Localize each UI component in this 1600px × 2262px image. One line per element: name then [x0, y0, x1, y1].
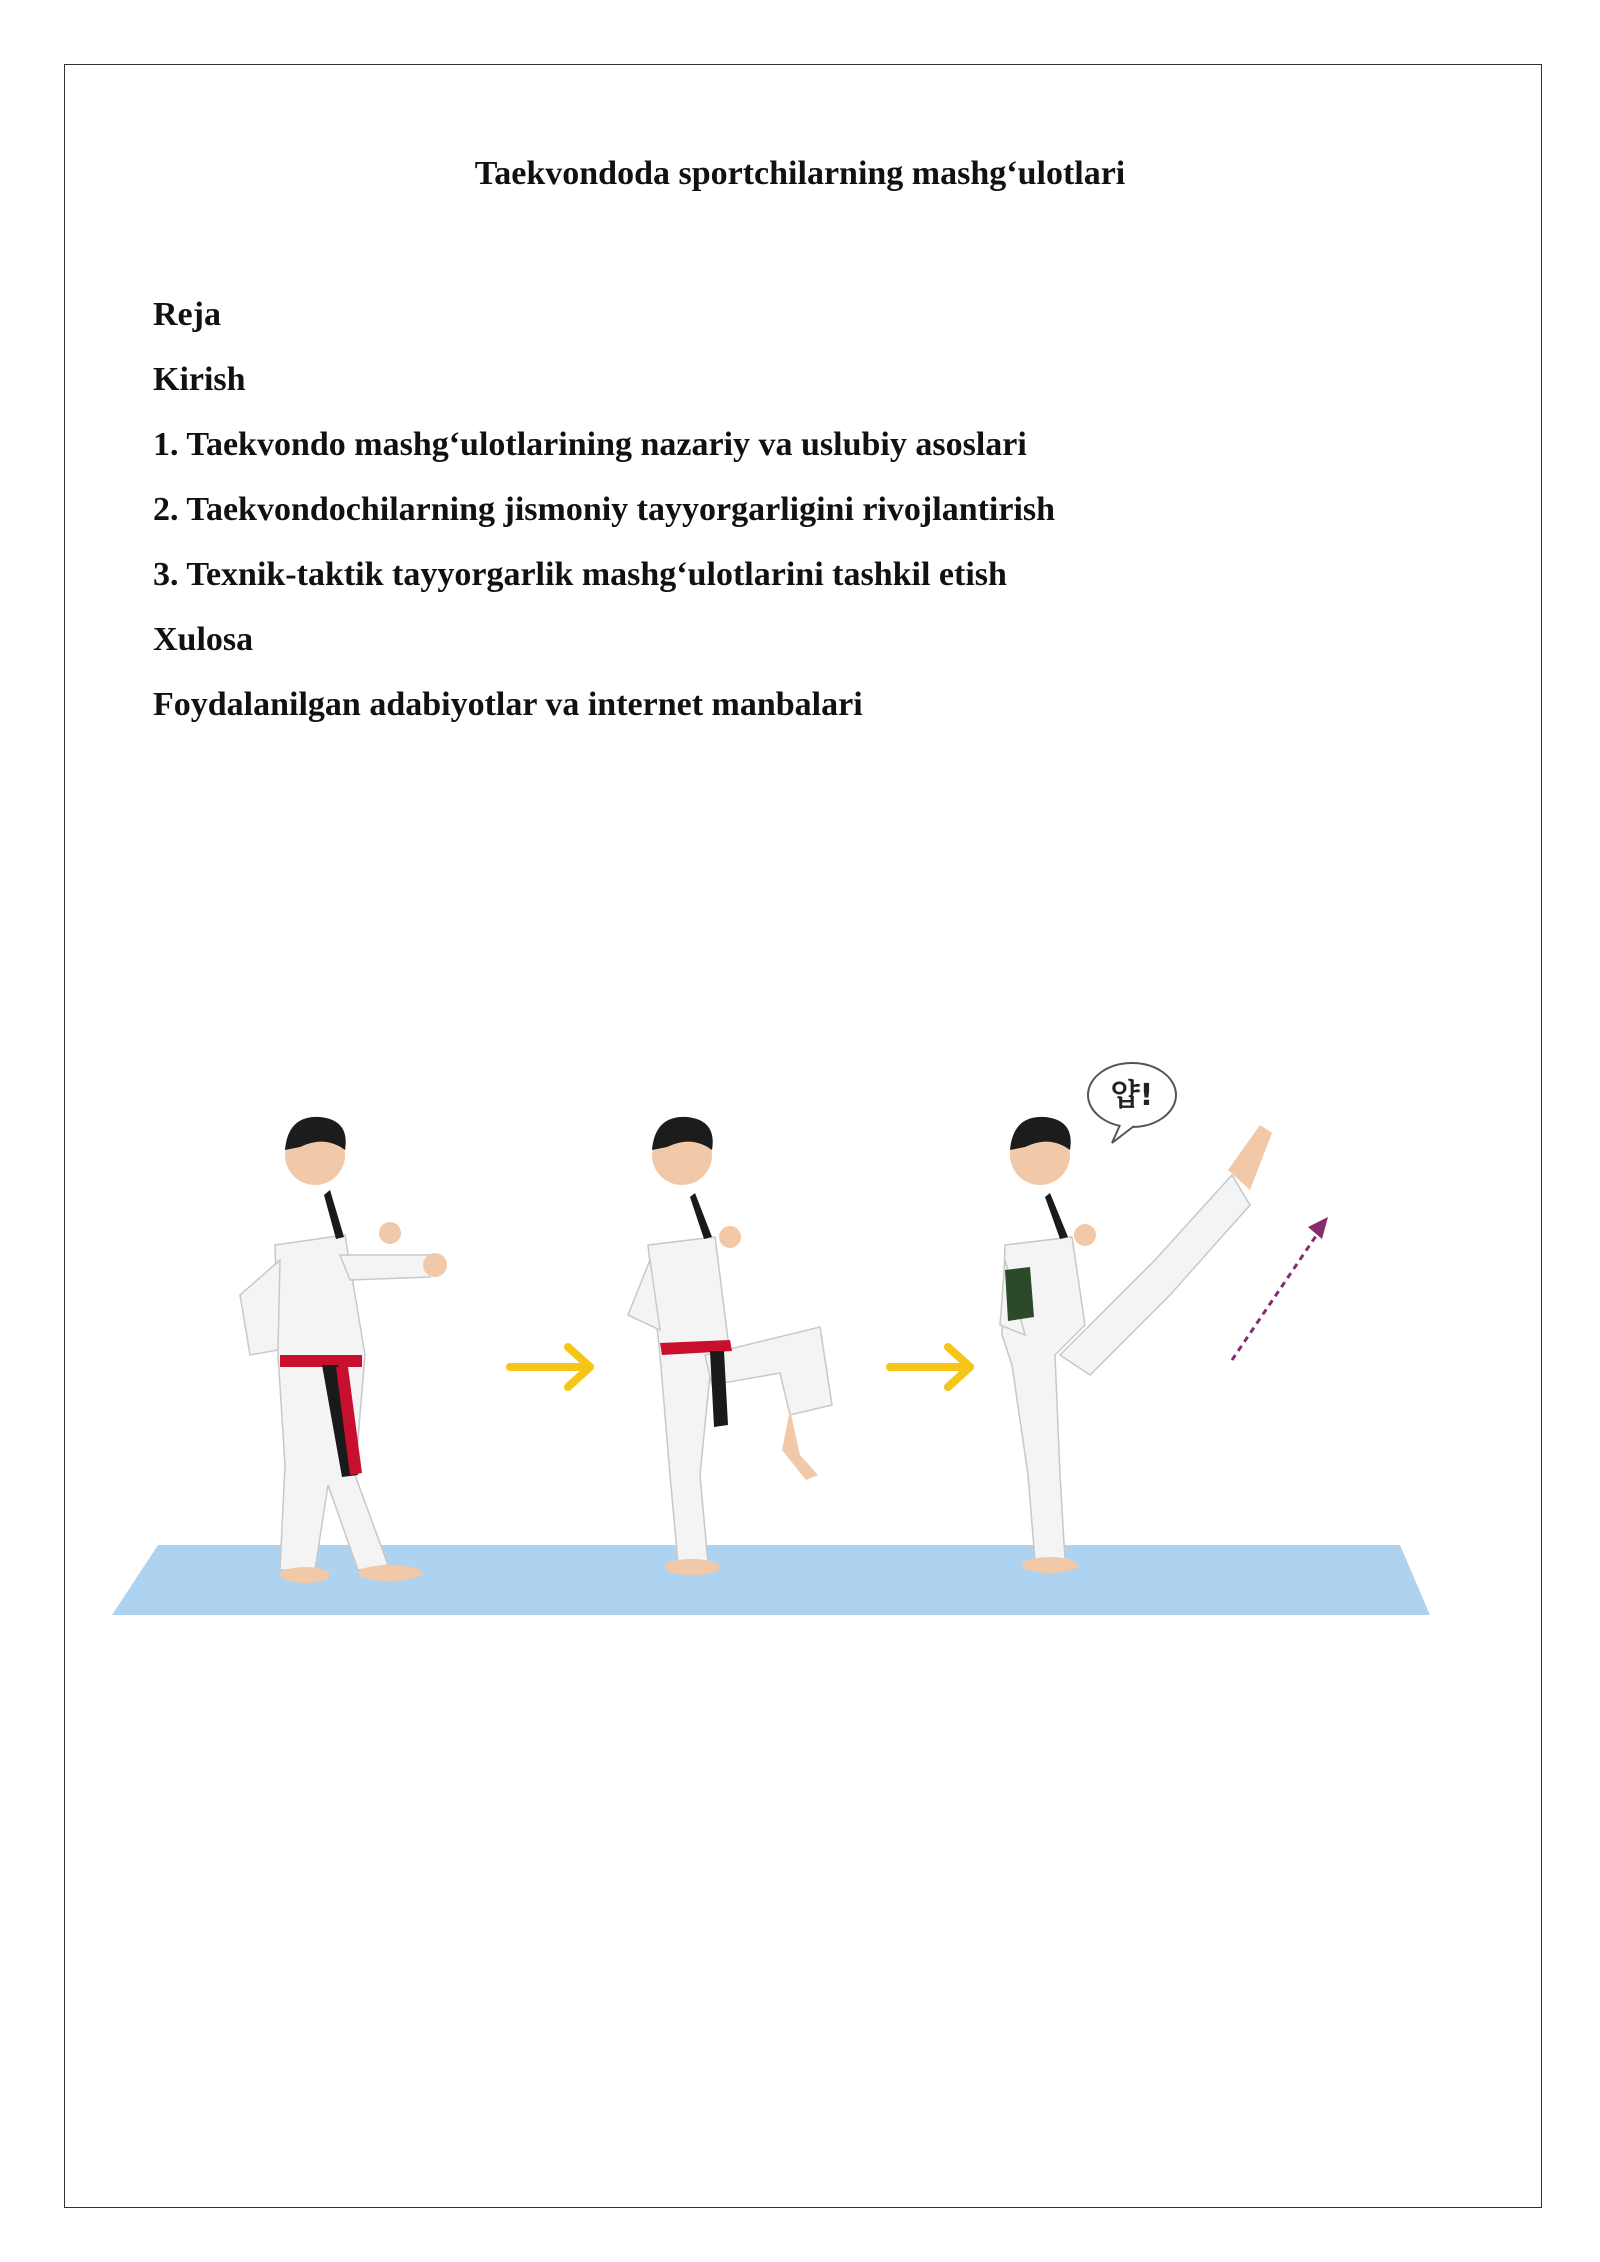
plan-heading: Reja: [153, 296, 221, 333]
figure-front-kick: [1000, 1117, 1272, 1573]
figure-chamber: [628, 1117, 832, 1575]
plan-item-introduction: Kirish: [153, 361, 246, 398]
plan-item-3: 3. Texnik-taktik tayyorgarlik mashg‘ulotlarini tashkil etish: [153, 556, 1007, 593]
yellow-arrow-1: [510, 1347, 590, 1387]
plan-item-1: 1. Taekvondo mashg‘ulotlarining nazariy va uslubiy asoslari: [153, 426, 1027, 463]
speech-bubble: [1088, 1063, 1176, 1143]
plan-item-references: Foydalanilgan adabiyotlar va internet manbalari: [153, 686, 863, 723]
plan-section: [153, 282, 1055, 737]
yellow-arrow-2: [890, 1347, 970, 1387]
figure-stance: [240, 1117, 447, 1583]
speech-bubble-text: 얍!: [1110, 1078, 1154, 1113]
kick-direction-arrow: [1232, 1217, 1328, 1360]
document-title: Taekvondoda sportchilarning mashg‘ulotlari: [474, 155, 1126, 192]
taekwondo-kick-illustration: [100, 1055, 1460, 1635]
plan-item-conclusion: Xulosa: [153, 621, 254, 658]
plan-item-2: 2. Taekvondochilarning jismoniy tayyorgarligini rivojlantirish: [153, 491, 1056, 528]
